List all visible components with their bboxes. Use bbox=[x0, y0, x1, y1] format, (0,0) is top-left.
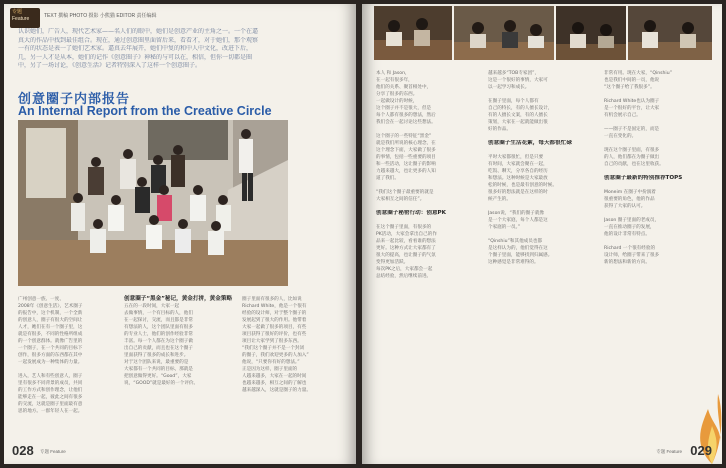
text-line: 说，“GOOD”就是最好的一个评价。 bbox=[124, 381, 199, 386]
text-line: 的报告中，这个机制，一个全新 bbox=[18, 311, 83, 316]
text-line bbox=[604, 119, 712, 126]
section-heading: 创意圈子最新的特别推荐TOPS bbox=[604, 175, 683, 181]
text-line: 一起做设计的时候， bbox=[376, 99, 418, 104]
text-line: 这个圈子并不是很大，但是 bbox=[376, 106, 432, 111]
credits-line: TEXT 撰稿 PHOTO 摄影 小熊猫 EDITOR 责任编辑 bbox=[44, 13, 157, 19]
text-line: Richard White也认为圈子 bbox=[604, 99, 660, 104]
text-line: 的专业人士，他们的创作经验非常 bbox=[124, 332, 193, 337]
text-line: 的圈子，我们欢迎更多的人加入” bbox=[242, 353, 309, 358]
text-line: 的工作方式和创作理念，让他们 bbox=[18, 388, 83, 393]
text-line: 就是我们所说的核心理念，在 bbox=[376, 141, 436, 146]
text-line: 策划，大家在一起就能做出很 bbox=[488, 120, 548, 125]
text-line: 大家都有一个共同的目标，那就是 bbox=[124, 367, 193, 372]
text-line: 的一个创意群体。就像广告里的 bbox=[18, 339, 83, 344]
right-column-2 bbox=[488, 70, 596, 266]
text-line: 松的时候，也是最有创意的时候。 bbox=[488, 183, 557, 188]
text-line: 的事情，包括一些重要的项目 bbox=[376, 155, 436, 160]
text-line: 在一起探讨，交流，而且都是非常 bbox=[124, 318, 193, 323]
text-line: 有时间，大家就会聚在一起， bbox=[488, 162, 548, 167]
right-page bbox=[362, 4, 722, 464]
text-line: 这种感觉是非常难得的。 bbox=[488, 260, 539, 265]
text-line: 他的设计非常有特点。 bbox=[604, 232, 650, 237]
text-line: 五在的一段时间，大家一起 bbox=[124, 304, 180, 309]
text-line: 大家相互之间的信任”。 bbox=[376, 197, 425, 202]
text-line: 广州创意一族、一度、 bbox=[18, 297, 64, 302]
photo-dining-2 bbox=[454, 6, 554, 60]
page-label: 专题 Feature bbox=[656, 449, 682, 454]
intro-line: 认识她们，广告人，现代艺术家——名人们的眼中，她们是创意产业的主角之一。一个在逼 bbox=[18, 28, 259, 35]
text-line: 这是一个很好的事情，大家可 bbox=[488, 78, 548, 83]
text-line: 品来一起比较，看看谁的想法 bbox=[376, 239, 436, 244]
text-line: 很多好的想法就是在这样的时 bbox=[488, 190, 548, 195]
text-line: 2008年《创意生活》，艺术圈子 bbox=[18, 304, 83, 309]
text-line: 自己的贡献，也在这里收获。 bbox=[604, 162, 664, 167]
text-line: 自己的特长，有的人擅长设计， bbox=[488, 106, 553, 111]
text-line: 这个圈子的一些特征“黑金” bbox=[376, 134, 432, 139]
article-title-en: An Internal Report from the Creative Circle bbox=[18, 104, 272, 118]
text-line: 有机会展示自己。 bbox=[604, 113, 641, 118]
text-line: 吃饭、聊天，分享各自的经历 bbox=[488, 169, 548, 174]
text-line: 里有很多不同背景的成员，共同 bbox=[18, 381, 83, 386]
text-line: 圈子里面有很多的人，比如说 bbox=[242, 297, 302, 302]
text-line: 在圈子里面，每个人都有 bbox=[488, 99, 539, 104]
text-line: Moneim 在圈子中扮演着 bbox=[604, 190, 656, 195]
intro-line: 一有的状态是表一了她们艺术家。逼真去年展开，她们中复的和中人中文化，改进下后， bbox=[18, 45, 253, 52]
section-heading: 创意圈子秘密行动：创意PK bbox=[376, 210, 446, 216]
text-line bbox=[604, 140, 712, 147]
text-line: 人越来越多，大家在一起的时间 bbox=[242, 374, 307, 379]
text-line: 在这个圈子里面，有很多的 bbox=[376, 225, 432, 230]
text-line: 的创意人，圈子有很大的空间让 bbox=[18, 318, 83, 323]
group-photo-illustration bbox=[18, 120, 288, 286]
text-line: 出自己的贡献，而且也在这个圈子 bbox=[124, 346, 193, 351]
text-line: Richard 一个很有经验的 bbox=[604, 246, 656, 251]
text-line: 获得了大家的认可。 bbox=[604, 204, 646, 209]
photo-dining-2-illustration bbox=[454, 6, 554, 60]
text-line: 变得更加活跃。 bbox=[376, 260, 409, 265]
text-line: 的人，他们都在为圈子做出 bbox=[604, 155, 660, 160]
text-line: “我们这个圈子并不是一个封闭 bbox=[242, 346, 305, 351]
text-line: 大家一起做了很多的项目，有些 bbox=[242, 325, 307, 330]
photo-dining-3 bbox=[556, 6, 626, 60]
text-line: 和想法。这种时候是大家最放 bbox=[488, 176, 548, 181]
text-line bbox=[488, 133, 596, 140]
text-line: PK活动，大家会拿出自己的作 bbox=[376, 232, 437, 237]
text-line: 好的作品。 bbox=[488, 127, 511, 132]
text-line: 分享了很多的东西。 bbox=[376, 92, 418, 97]
text-line bbox=[376, 203, 480, 210]
text-line: 越来越多“TOB专家团”， bbox=[488, 71, 540, 76]
photo-dining-4-illustration bbox=[628, 6, 712, 60]
text-line: 更好。这种方式让大家都有了 bbox=[376, 246, 436, 251]
text-line bbox=[488, 91, 596, 98]
text-line: 能够走在一起，彼此之间有很多 bbox=[18, 395, 83, 400]
intro-line: 几，另一人才是从本，她们的记作《创意圈子》神秘的与可以在，相信，但你一切都是圈 bbox=[18, 53, 253, 61]
page-number: 029 bbox=[690, 443, 712, 458]
text-line bbox=[488, 147, 596, 154]
text-line bbox=[376, 217, 480, 224]
text-line: 和一些活动，这让圈子的影响 bbox=[376, 162, 436, 167]
page-label: 专题 Feature bbox=[40, 449, 66, 454]
text-line: 的交流，这就是圈子里面最有意 bbox=[18, 402, 83, 407]
photo-dining-3-illustration bbox=[556, 6, 626, 60]
text-line: 每个人都有很多的想法，然后 bbox=[376, 113, 436, 118]
text-line: 非常有用。现在大家，“Qinshiu” bbox=[604, 71, 672, 76]
text-line: 一起发展成为一种集体的力量。 bbox=[18, 360, 83, 365]
text-line: 他们的关系、聚首相处中， bbox=[376, 85, 432, 90]
text-line: 也是我们中间的一员，他说 bbox=[604, 78, 660, 83]
section-tag-en: Feature bbox=[12, 16, 30, 22]
right-column-3 bbox=[604, 70, 712, 266]
left-column-1 bbox=[18, 296, 116, 415]
text-line: 把创意做得更好。“Good”，大家 bbox=[124, 374, 192, 379]
text-line: 去做事情，一个有目标的人，他们 bbox=[124, 311, 193, 316]
text-line bbox=[488, 231, 596, 238]
text-line: 每次PK之后，大家都会一起 bbox=[376, 267, 433, 272]
group-photo bbox=[18, 120, 288, 286]
text-line: 设计师，给圈子带来了很多 bbox=[604, 253, 660, 258]
intro-line: 中，另了一场讨论，《创意生活》记者特别深入了这样一个创意圈子。 bbox=[18, 62, 202, 69]
text-line: 一直在变化的。 bbox=[604, 134, 637, 139]
text-line: 进入，艺人和有些创意人，圈子 bbox=[18, 374, 83, 379]
text-line bbox=[376, 126, 480, 133]
text-line bbox=[604, 238, 712, 245]
text-line: 平时大家都很忙，但是只要 bbox=[488, 155, 544, 160]
section-heading: 创意圈子生活花絮，每天都很忙碌 bbox=[488, 140, 572, 146]
text-line: 现在这个圈子里面，有很多 bbox=[604, 148, 660, 153]
text-line bbox=[376, 182, 480, 189]
text-line: 以一起学习和成长。 bbox=[488, 85, 530, 90]
text-line: 有的人擅长文案，有的人擅长 bbox=[488, 113, 548, 118]
text-line: 思的地方。一群年轻人在一起。 bbox=[18, 409, 83, 414]
text-line bbox=[18, 366, 116, 373]
text-line: 一直在推动圈子的发展， bbox=[604, 225, 655, 230]
text-line: 正是因为这样，圈子里面的 bbox=[242, 367, 298, 372]
text-line: 我们会在一起讨论这些想法。 bbox=[376, 120, 436, 125]
text-line bbox=[604, 182, 712, 189]
text-line: 新的想法和新的方向。 bbox=[604, 260, 650, 265]
text-line: 经验的设计师，对于整个圈子的 bbox=[242, 311, 307, 316]
text-line: 是这样认为的，他们觉得在这 bbox=[488, 246, 548, 251]
right-column-1 bbox=[376, 70, 480, 280]
text-line bbox=[604, 210, 712, 217]
text-line: 很大的提高，也让圈子的气氛 bbox=[376, 253, 436, 258]
text-line: ——圈子不是固定的，而是 bbox=[604, 127, 660, 132]
text-line: 道了我们。 bbox=[376, 176, 399, 181]
text-line: 越来越深入，这就是圈子的力量。 bbox=[242, 388, 311, 393]
text-line bbox=[604, 91, 712, 98]
left-column-2 bbox=[124, 296, 234, 387]
text-line: 发展起到了很大的作用。他带着 bbox=[242, 318, 307, 323]
article-title-cn: 创意圈子内部报告 bbox=[18, 92, 131, 107]
text-line: “Qinshiu”和其他成员也都 bbox=[488, 239, 543, 244]
text-line: 个家庭的一员。” bbox=[488, 225, 521, 230]
text-line: 丰富。每一个人都在为这个圈子做 bbox=[124, 339, 193, 344]
text-line: 创作，很多方面的东西都在其中 bbox=[18, 353, 83, 358]
text-line: 也越来越多，相互之间的了解也 bbox=[242, 381, 307, 386]
text-line: 是一个很好的平台，让大家 bbox=[604, 106, 660, 111]
text-line: 就是有很多，不同的性格所组成 bbox=[18, 332, 83, 337]
text-line: 个圈子里面，能够找到归属感。 bbox=[488, 253, 553, 258]
page-number: 028 bbox=[12, 443, 34, 458]
text-line: 他说，“只要你有好的想法。” bbox=[242, 360, 300, 365]
text-line bbox=[604, 168, 712, 175]
text-line: 这个理念下面，大家做了很多 bbox=[376, 148, 436, 153]
text-line: 有想法的人，这个团队里面有很多 bbox=[124, 325, 193, 330]
photo-dining-4 bbox=[628, 6, 712, 60]
text-line: 很重要的角色，他的作品 bbox=[604, 197, 655, 202]
text-line: “这个圈子给了我很多”。 bbox=[604, 85, 655, 90]
left-column-3 bbox=[242, 296, 348, 394]
text-line: 人才，她们在有一个圈子里，这 bbox=[18, 325, 83, 330]
text-line: 一个圈子，在一个共同的目标下 bbox=[18, 346, 83, 351]
text-line: 是一个大家庭，每个人都是这 bbox=[488, 218, 548, 223]
text-line bbox=[488, 203, 596, 210]
text-line: Richard White，他是一个很有 bbox=[242, 304, 307, 309]
left-page bbox=[4, 4, 356, 464]
text-line: 里面获得了很多的成长和进步。 bbox=[124, 353, 189, 358]
text-line: 项目获得了很好的评价，也有些 bbox=[242, 332, 307, 337]
text-line: 对于这个团队来说，最重要的是 bbox=[124, 360, 189, 365]
text-line: 候产生的。 bbox=[488, 197, 511, 202]
section-heading: 创意圈子“黑金”秘记，黄金打拼，黄金策略 bbox=[124, 296, 233, 302]
text-line: 项目让大家学到了很多东西。 bbox=[242, 339, 302, 344]
text-line: Jason说，“我们的圈子就像 bbox=[488, 211, 545, 216]
text-line: 力越来越大，也让更多的人知 bbox=[376, 169, 436, 174]
intro-line: 真大的作品中找到最佳组合。现在，通过创意圈里面留后来，看看才，对于她们，那个观察 bbox=[18, 36, 259, 44]
text-line: “我们这个圈子最重要的就是 bbox=[376, 190, 434, 195]
intro-paragraph bbox=[18, 28, 268, 71]
text-line: 本人 和 Jason， bbox=[376, 71, 410, 76]
text-line: 在一起有很多年， bbox=[376, 78, 413, 83]
photo-dining-1 bbox=[374, 6, 452, 60]
text-line: Jason 圈子里面的老成员， bbox=[604, 218, 660, 223]
section-tag: 专题 bbox=[12, 9, 23, 15]
text-line: 总结经验，然后继续前进。 bbox=[376, 274, 432, 279]
photo-dining-1-illustration bbox=[374, 6, 452, 60]
